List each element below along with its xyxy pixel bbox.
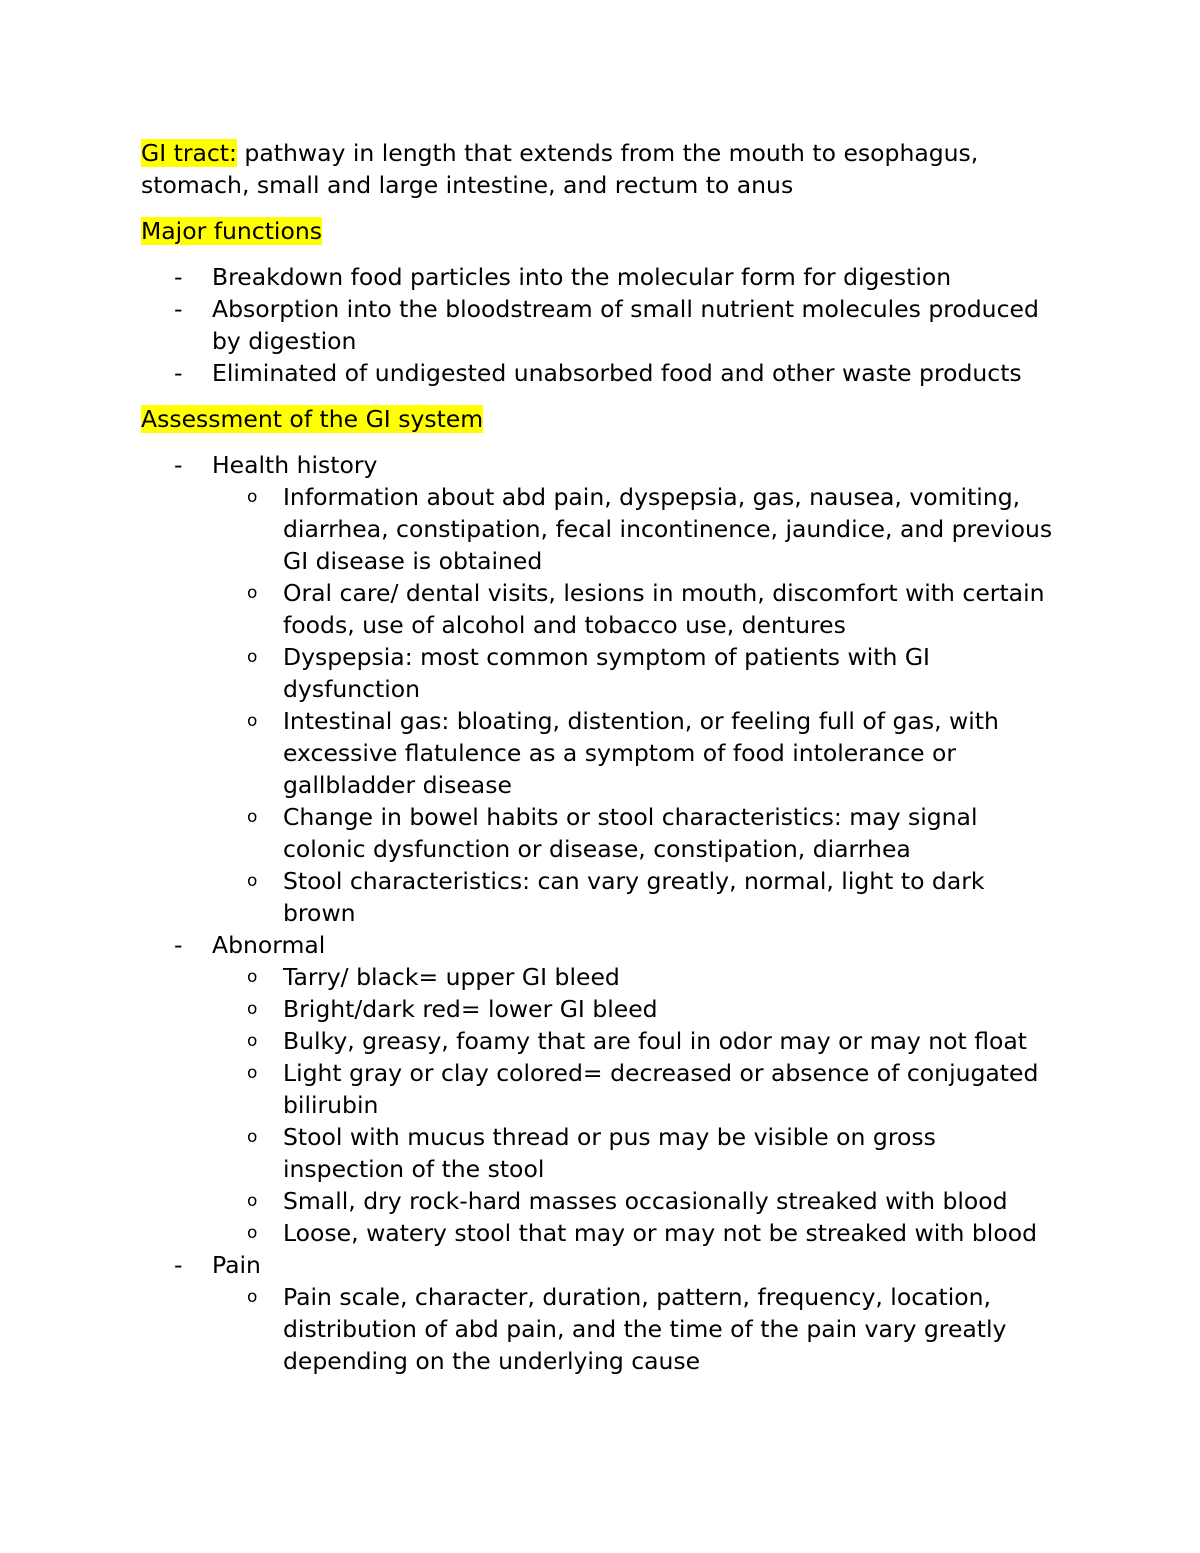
major-functions-heading-text: Major functions	[141, 217, 322, 245]
sublist-item-text: Small, dry rock-hard masses occasionally streaked with blood	[283, 1187, 1008, 1215]
sublist-item-text: Dyspepsia: most common symptom of patients with GI dysfunction	[283, 643, 930, 703]
sublist-item-text: Pain scale, character, duration, pattern, frequency, location, distribution of abd pain, and the time of the pain vary greatly depending on the underlying cause	[283, 1283, 1007, 1375]
health-history-sublist	[141, 481, 1061, 929]
assessment-heading	[141, 403, 1061, 435]
sublist-item-text: Tarry/ black= upper GI bleed	[283, 963, 620, 991]
sublist-item	[141, 801, 1061, 865]
dash-bullet: -	[174, 263, 183, 291]
list-item-text: Absorption into the bloodstream of small nutrient molecules produced by digestion	[212, 295, 1039, 355]
circle-bullet: o	[247, 967, 258, 987]
dash-bullet: -	[174, 295, 183, 323]
sublist-item	[141, 1185, 1061, 1217]
sublist-item	[141, 577, 1061, 641]
gi-tract-term: GI tract:	[141, 139, 237, 167]
circle-bullet: o	[247, 1031, 258, 1051]
list-item-text: Eliminated of undigested unabsorbed food and other waste products	[212, 359, 1022, 387]
major-functions-heading	[141, 215, 1061, 247]
sublist-wrapper	[141, 1281, 1061, 1377]
sublist-item-text: Stool with mucus thread or pus may be visible on gross inspection of the stool	[283, 1123, 936, 1183]
circle-bullet: o	[247, 1223, 258, 1243]
circle-bullet: o	[247, 807, 258, 827]
sublist-item	[141, 481, 1061, 577]
sublist-item	[141, 1121, 1061, 1185]
assessment-heading-text: Assessment of the GI system	[141, 405, 484, 433]
sublist-wrapper	[141, 961, 1061, 1249]
circle-bullet: o	[247, 999, 258, 1019]
sublist-item-text: Oral care/ dental visits, lesions in mouth, discomfort with certain foods, use of alcohol and tobacco use, dentures	[283, 579, 1045, 639]
section-label: Abnormal	[212, 931, 326, 959]
sublist-item-text: Bright/dark red= lower GI bleed	[283, 995, 658, 1023]
dash-bullet: -	[174, 451, 183, 479]
assessment-section-abnormal	[141, 929, 1061, 961]
circle-bullet: o	[247, 583, 258, 603]
section-label: Pain	[212, 1251, 261, 1279]
document-body	[141, 137, 1061, 1377]
intro-paragraph	[141, 137, 1061, 201]
circle-bullet: o	[247, 711, 258, 731]
circle-bullet: o	[247, 1127, 258, 1147]
list-item	[141, 261, 1061, 293]
circle-bullet: o	[247, 647, 258, 667]
list-item	[141, 357, 1061, 389]
assessment-list	[141, 449, 1061, 1377]
circle-bullet: o	[247, 1287, 258, 1307]
sublist-item-text: Stool characteristics: can vary greatly, normal, light to dark brown	[283, 867, 985, 927]
assessment-section-pain	[141, 1249, 1061, 1281]
assessment-section-health-history	[141, 449, 1061, 481]
sublist-item	[141, 705, 1061, 801]
dash-bullet: -	[174, 1251, 183, 1279]
pain-sublist	[141, 1281, 1061, 1377]
circle-bullet: o	[247, 487, 258, 507]
sublist-item	[141, 1217, 1061, 1249]
gi-tract-definition: pathway in length that extends from the mouth to esophagus, stomach, small and large intestine, and rectum to anus	[141, 139, 979, 199]
circle-bullet: o	[247, 871, 258, 891]
sublist-item	[141, 1281, 1061, 1377]
sublist-item-text: Bulky, greasy, foamy that are foul in odor may or may not float	[283, 1027, 1028, 1055]
sublist-item	[141, 865, 1061, 929]
sublist-item-text: Intestinal gas: bloating, distention, or feeling full of gas, with excessive flatulence as a symptom of food intolerance or gallbladder disease	[283, 707, 999, 799]
sublist-item-text: Loose, watery stool that may or may not be streaked with blood	[283, 1219, 1037, 1247]
list-item-text: Breakdown food particles into the molecular form for digestion	[212, 263, 952, 291]
sublist-item-text: Light gray or clay colored= decreased or absence of conjugated bilirubin	[283, 1059, 1039, 1119]
abnormal-sublist	[141, 961, 1061, 1249]
list-item	[141, 293, 1061, 357]
sublist-item	[141, 1057, 1061, 1121]
sublist-item	[141, 961, 1061, 993]
sublist-item	[141, 641, 1061, 705]
dash-bullet: -	[174, 359, 183, 387]
sublist-item	[141, 1025, 1061, 1057]
sublist-item-text: Change in bowel habits or stool characteristics: may signal colonic dysfunction or disease, constipation, diarrhea	[283, 803, 978, 863]
circle-bullet: o	[247, 1191, 258, 1211]
major-functions-list	[141, 261, 1061, 389]
sublist-wrapper	[141, 481, 1061, 929]
dash-bullet: -	[174, 931, 183, 959]
circle-bullet: o	[247, 1063, 258, 1083]
sublist-item-text: Information about abd pain, dyspepsia, gas, nausea, vomiting, diarrhea, constipation, fecal incontinence, jaundice, and previous GI disease is obtained	[283, 483, 1053, 575]
sublist-item	[141, 993, 1061, 1025]
section-label: Health history	[212, 451, 378, 479]
